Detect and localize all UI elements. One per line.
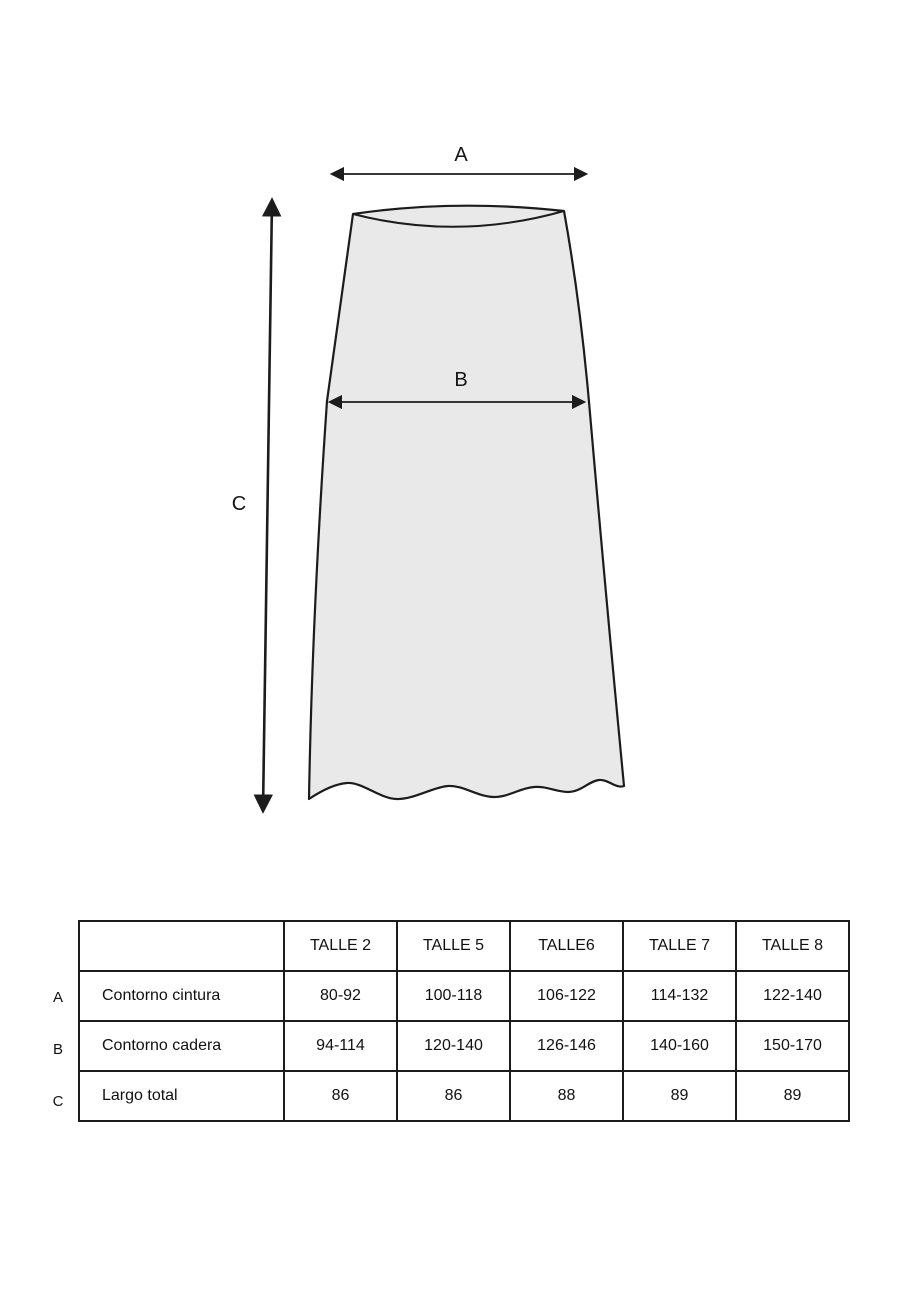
measurement-value: 94-114 bbox=[284, 1021, 397, 1071]
header-talle-2: TALLE 2 bbox=[284, 921, 397, 971]
header-talle-7: TALLE 7 bbox=[623, 921, 736, 971]
header-empty-cell bbox=[79, 921, 284, 971]
table-row-letter-b: B bbox=[52, 1041, 63, 1058]
measurement-label: Contorno cintura bbox=[79, 971, 284, 1021]
label-a: A bbox=[454, 144, 468, 166]
length-arrow-c bbox=[263, 200, 272, 811]
measurement-value: 120-140 bbox=[397, 1021, 510, 1071]
header-talle-5: TALLE 5 bbox=[397, 921, 510, 971]
table-row-letter-a: A bbox=[52, 989, 63, 1006]
table-row-length bbox=[79, 1071, 849, 1121]
measurement-value: 114-132 bbox=[623, 971, 736, 1021]
table-header-row bbox=[79, 921, 849, 971]
measurement-value: 126-146 bbox=[510, 1021, 623, 1071]
measurement-value: 86 bbox=[284, 1071, 397, 1121]
measurement-value: 89 bbox=[736, 1071, 849, 1121]
measurement-label: Contorno cadera bbox=[79, 1021, 284, 1071]
table-row-letter-c: C bbox=[52, 1093, 64, 1110]
table-row-hip bbox=[79, 1021, 849, 1071]
measurement-value: 150-170 bbox=[736, 1021, 849, 1071]
measurement-value: 106-122 bbox=[510, 971, 623, 1021]
measurement-value: 88 bbox=[510, 1071, 623, 1121]
measurement-value: 89 bbox=[623, 1071, 736, 1121]
measurement-value: 100-118 bbox=[397, 971, 510, 1021]
table-row-waist bbox=[79, 971, 849, 1021]
measurement-value: 140-160 bbox=[623, 1021, 736, 1071]
header-talle-6: TALLE6 bbox=[510, 921, 623, 971]
label-c: C bbox=[231, 493, 247, 515]
label-b: B bbox=[454, 369, 468, 391]
header-talle-8: TALLE 8 bbox=[736, 921, 849, 971]
measurement-value: 122-140 bbox=[736, 971, 849, 1021]
measurement-label: Largo total bbox=[79, 1071, 284, 1121]
measurement-value: 86 bbox=[397, 1071, 510, 1121]
skirt-shape bbox=[309, 206, 624, 799]
measurement-value: 80-92 bbox=[284, 971, 397, 1021]
size-table bbox=[78, 920, 850, 1122]
